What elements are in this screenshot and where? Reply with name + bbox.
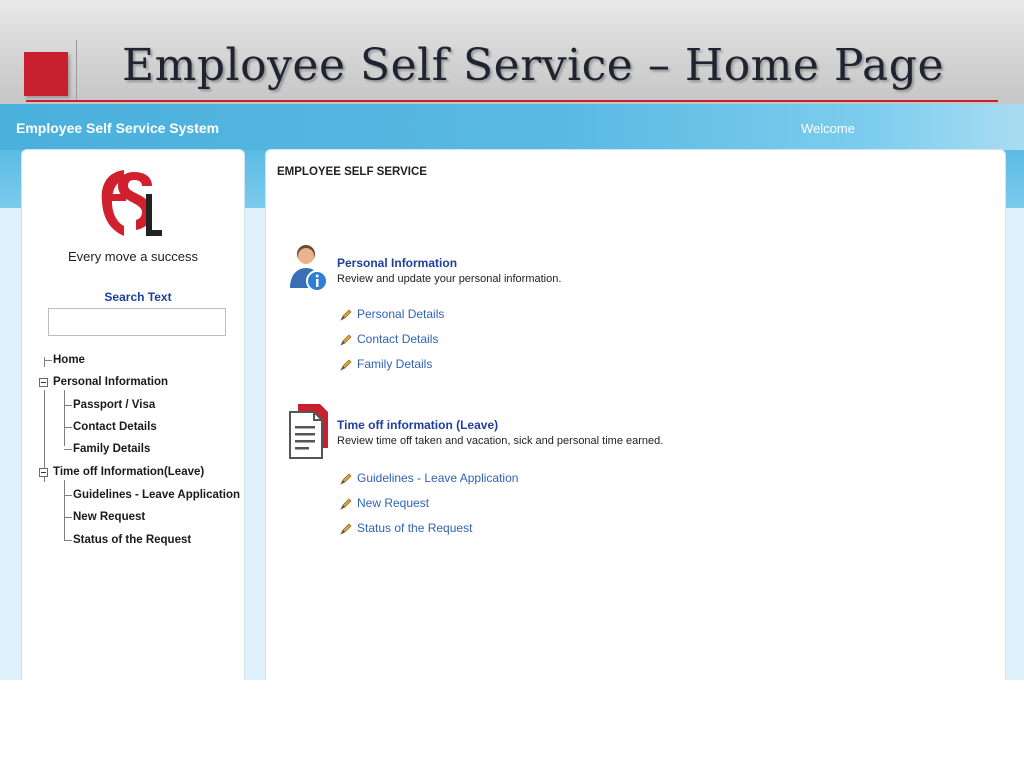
svg-text:FSL: FSL	[94, 164, 96, 165]
search-label: Search Text	[104, 290, 172, 304]
tree-line	[64, 405, 72, 406]
app-topbar	[0, 104, 1024, 150]
link-guidelines-leave-application[interactable]: Guidelines - Leave Application	[357, 471, 519, 485]
tree-line	[64, 480, 65, 540]
pencil-icon	[339, 472, 353, 486]
personal-info-description: Review and update your personal information.	[337, 273, 562, 285]
document-icon	[286, 402, 330, 462]
tree-item-new-request[interactable]: New Request	[73, 511, 146, 523]
header-underline	[26, 100, 998, 102]
slide-header	[0, 0, 1024, 105]
red-square-decoration	[24, 52, 68, 96]
app-screenshot	[0, 104, 1024, 680]
tree-line	[64, 540, 72, 541]
pencil-icon	[339, 497, 353, 511]
link-contact-details[interactable]: Contact Details	[357, 332, 439, 346]
search-input[interactable]	[48, 308, 226, 336]
link-new-request[interactable]: New Request	[357, 496, 430, 510]
pencil-icon	[339, 358, 353, 372]
tree-item-personal-information[interactable]: Personal Information	[53, 376, 169, 388]
main-heading: EMPLOYEE SELF SERVICE	[277, 166, 427, 178]
link-personal-details[interactable]: Personal Details	[357, 307, 445, 321]
link-family-details[interactable]: Family Details	[357, 357, 433, 371]
tree-line	[64, 427, 72, 428]
collapse-toggle-personal[interactable]	[39, 378, 48, 387]
tree-item-home[interactable]: Home	[53, 354, 85, 366]
user-info-icon	[286, 242, 330, 296]
pencil-icon	[339, 522, 353, 536]
personal-info-title: Personal Information	[337, 256, 458, 270]
tree-line	[44, 360, 52, 361]
tree-item-status[interactable]: Status of the Request	[73, 534, 192, 546]
leave-info-description: Review time off taken and vacation, sick and personal time earned.	[337, 435, 664, 447]
fsl-logo	[94, 164, 164, 244]
tree-line	[64, 390, 65, 446]
tree-item-passport-visa[interactable]: Passport / Visa	[73, 399, 156, 411]
tree-line	[64, 517, 72, 518]
header-divider	[76, 40, 77, 102]
slide-title: Employee Self Service – Home Page	[122, 40, 944, 91]
welcome-text: Welcome	[801, 121, 855, 136]
tree-item-guidelines[interactable]: Guidelines - Leave Application	[73, 489, 240, 501]
pencil-icon	[339, 333, 353, 347]
sidebar	[21, 149, 245, 680]
tagline: Every move a success	[67, 249, 199, 264]
main-panel	[265, 149, 1006, 680]
pencil-icon	[339, 308, 353, 322]
link-status-of-request[interactable]: Status of the Request	[357, 521, 473, 535]
tree-line	[64, 495, 72, 496]
leave-info-title: Time off information (Leave)	[337, 418, 499, 432]
tree-line	[44, 357, 45, 367]
tree-item-family-details[interactable]: Family Details	[73, 443, 151, 455]
app-title: Employee Self Service System	[16, 120, 220, 136]
collapse-toggle-timeoff[interactable]	[39, 468, 48, 477]
tree-line	[64, 449, 72, 450]
tree-item-contact-details[interactable]: Contact Details	[73, 421, 157, 433]
tree-item-time-off[interactable]: Time off Information(Leave)	[53, 466, 205, 478]
